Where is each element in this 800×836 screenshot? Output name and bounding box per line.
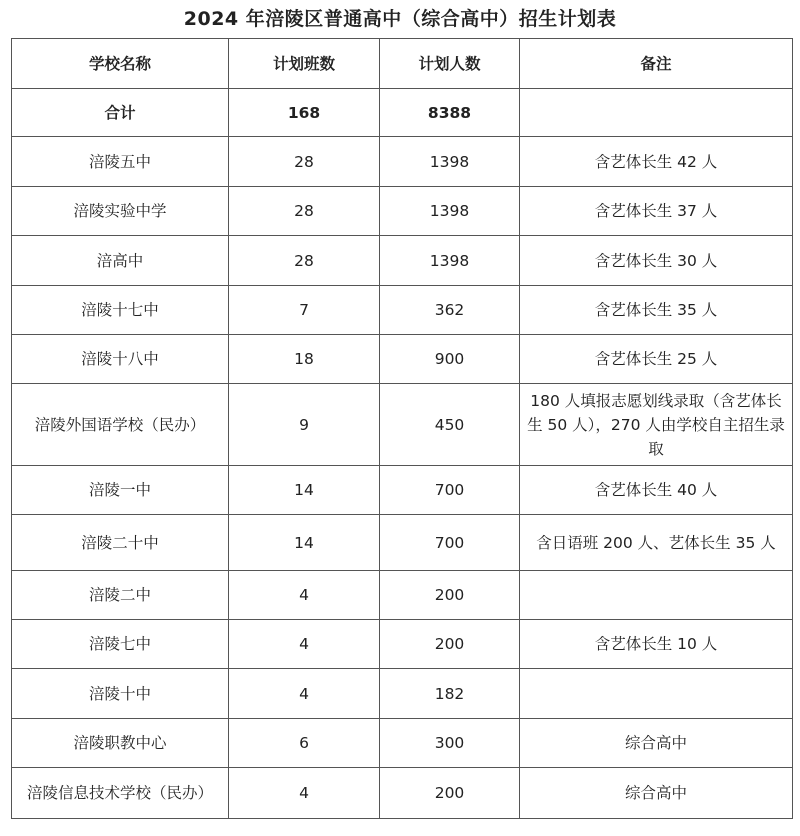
header-classes: 计划班数 <box>229 39 380 89</box>
header-school: 学校名称 <box>12 39 229 89</box>
table-row <box>12 466 793 515</box>
remark: 综合高中 <box>520 768 793 819</box>
total-students: 8388 <box>380 89 520 137</box>
table-row <box>12 286 793 335</box>
student-count: 300 <box>380 719 520 768</box>
table-header-row <box>12 39 793 89</box>
table-row <box>12 137 793 187</box>
student-count: 700 <box>380 466 520 515</box>
school-name: 涪陵实验中学 <box>12 187 229 236</box>
student-count: 900 <box>380 335 520 384</box>
remark: 含艺体长生 10 人 <box>520 620 793 669</box>
school-name: 涪高中 <box>12 236 229 286</box>
remark: 含艺体长生 37 人 <box>520 187 793 236</box>
class-count: 4 <box>229 669 380 719</box>
school-name: 涪陵职教中心 <box>12 719 229 768</box>
remark: 180 人填报志愿划线录取（含艺体长生 50 人），270 人由学校自主招生录取 <box>520 384 793 466</box>
class-count: 28 <box>229 187 380 236</box>
school-name: 涪陵十八中 <box>12 335 229 384</box>
table-row <box>12 236 793 286</box>
table-row <box>12 571 793 620</box>
remark: 含艺体长生 25 人 <box>520 335 793 384</box>
table-row <box>12 768 793 819</box>
student-count: 700 <box>380 515 520 571</box>
remark: 含艺体长生 35 人 <box>520 286 793 335</box>
school-name: 涪陵外国语学校（民办） <box>12 384 229 466</box>
class-count: 9 <box>229 384 380 466</box>
table-row <box>12 187 793 236</box>
remark <box>520 669 793 719</box>
total-remarks <box>520 89 793 137</box>
class-count: 4 <box>229 571 380 620</box>
student-count: 182 <box>380 669 520 719</box>
student-count: 200 <box>380 768 520 819</box>
student-count: 1398 <box>380 137 520 187</box>
school-name: 涪陵一中 <box>12 466 229 515</box>
student-count: 362 <box>380 286 520 335</box>
student-count: 200 <box>380 571 520 620</box>
school-name: 涪陵十中 <box>12 669 229 719</box>
class-count: 4 <box>229 768 380 819</box>
class-count: 28 <box>229 236 380 286</box>
table-row <box>12 620 793 669</box>
header-remarks: 备注 <box>520 39 793 89</box>
student-count: 200 <box>380 620 520 669</box>
remark <box>520 571 793 620</box>
student-count: 1398 <box>380 236 520 286</box>
total-label: 合计 <box>12 89 229 137</box>
student-count: 1398 <box>380 187 520 236</box>
school-name: 涪陵二中 <box>12 571 229 620</box>
student-count: 450 <box>380 384 520 466</box>
remark: 含艺体长生 30 人 <box>520 236 793 286</box>
header-students: 计划人数 <box>380 39 520 89</box>
class-count: 14 <box>229 515 380 571</box>
class-count: 6 <box>229 719 380 768</box>
table-row <box>12 669 793 719</box>
table-row <box>12 384 793 466</box>
class-count: 4 <box>229 620 380 669</box>
enrollment-plan-table <box>11 38 793 819</box>
remark: 含艺体长生 40 人 <box>520 466 793 515</box>
school-name: 涪陵二十中 <box>12 515 229 571</box>
school-name: 涪陵信息技术学校（民办） <box>12 768 229 819</box>
total-classes: 168 <box>229 89 380 137</box>
total-row <box>12 89 793 137</box>
table-row <box>12 515 793 571</box>
school-name: 涪陵五中 <box>12 137 229 187</box>
table-row <box>12 719 793 768</box>
remark: 含艺体长生 42 人 <box>520 137 793 187</box>
class-count: 18 <box>229 335 380 384</box>
school-name: 涪陵七中 <box>12 620 229 669</box>
class-count: 28 <box>229 137 380 187</box>
class-count: 14 <box>229 466 380 515</box>
table-row <box>12 335 793 384</box>
remark: 含日语班 200 人、艺体长生 35 人 <box>520 515 793 571</box>
remark: 综合高中 <box>520 719 793 768</box>
class-count: 7 <box>229 286 380 335</box>
page-title: 2024 年涪陵区普通高中（综合高中）招生计划表 <box>183 8 617 30</box>
school-name: 涪陵十七中 <box>12 286 229 335</box>
